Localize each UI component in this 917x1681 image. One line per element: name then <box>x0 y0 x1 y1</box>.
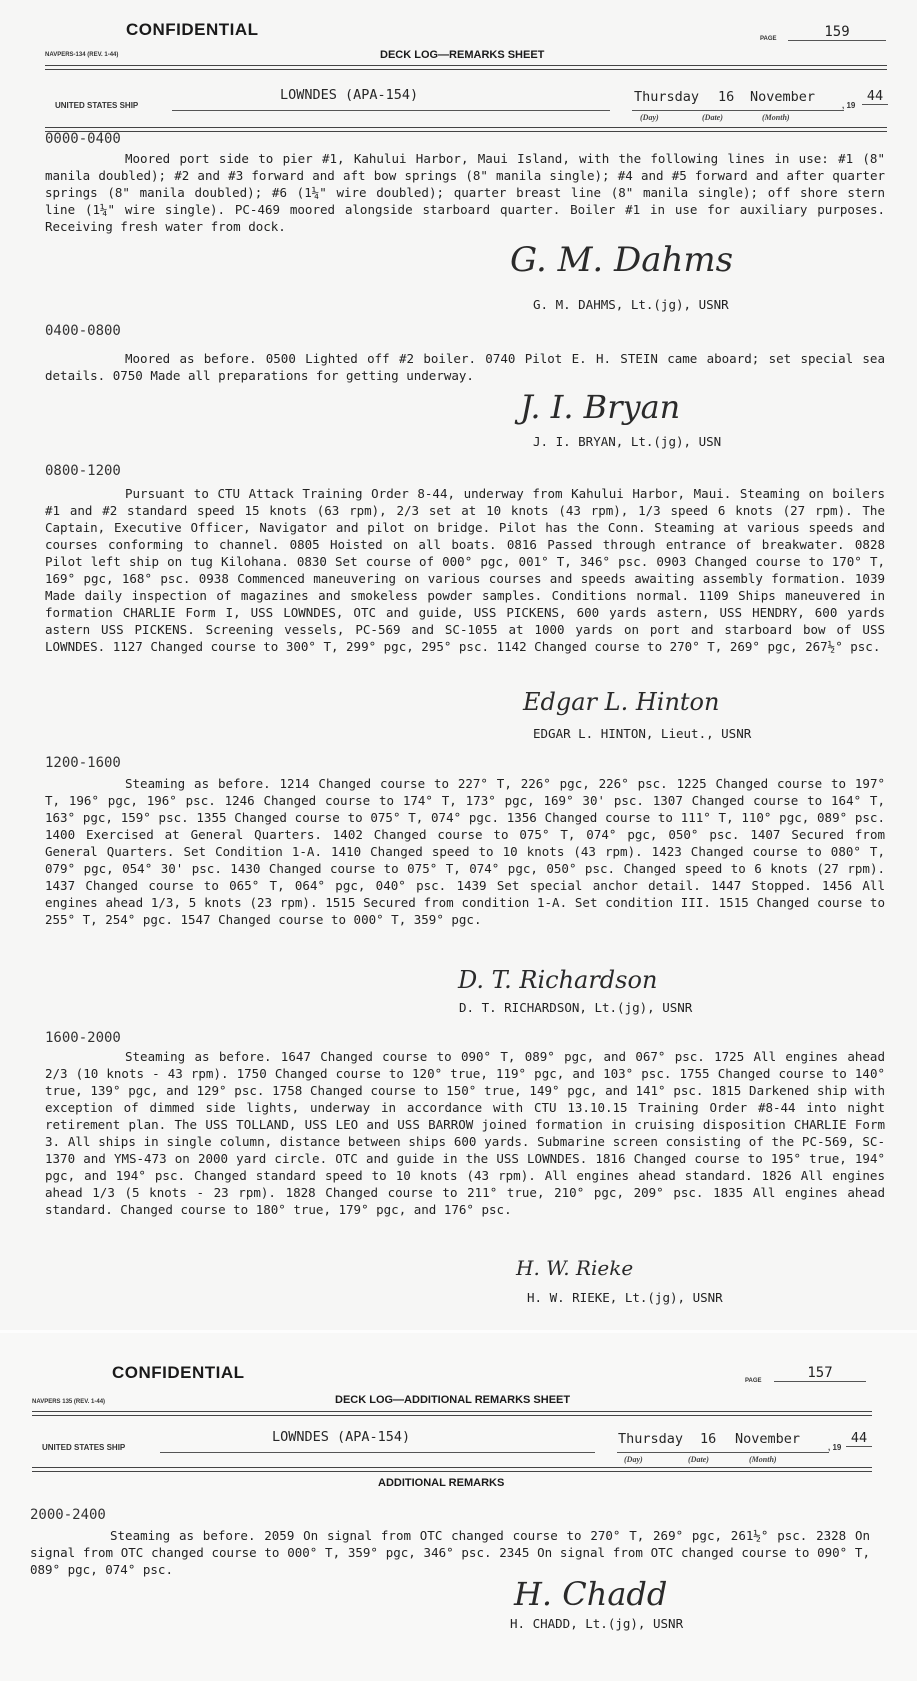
signature-handwritten: D. T. Richardson <box>458 966 658 994</box>
day-caption: (Day) <box>640 113 659 122</box>
form-number: NAVPERS 135 (REV. 1-44) <box>32 1399 106 1405</box>
signature-handwritten: J. I. Bryan <box>520 388 681 426</box>
deck-log-additional-remarks-sheet <box>0 1333 917 1681</box>
watch-time: 1600-2000 <box>45 1030 121 1046</box>
year-prefix: , 19 <box>828 1443 842 1452</box>
log-entry-text: Steaming as before. 1214 Changed course to 227° T, 226° pgc, 226° psc. 1225 Changed course to 197° T, 196° pgc, 196° psc. 1246 Changed course to 174° T, 173° pgc, 169° 30' psc. 1307 Changed course to 164° T, 163° pgc, 159° psc. 1355 Changed course to 075° T, 074° pgc. 1356 Changed course to 111° T, 110° pgc, 089° psc. 1400 Exercised at General Quarters. 1402 Changed course to 075° T, 074° pgc, 050° psc. 1407 Secured from General Quarters. Set Condition 1-A. 1410 Changed speed to 10 knots (43 rpm). 1423 Changed course to 080° T, 079° pgc, 054° 30' psc. 1430 Changed course to 075° T, 074° pgc, 050° psc. Changed speed to 6 knots (27 rpm). 1437 Changed course to 065° T, 064° pgc, 040° psc. 1439 Set special anchor detail. 1447 Stopped. 1456 All engines ahead 1/3, 5 knots (23 rpm). 1515 Secured from condition 1-A. Set condition III. 1515 Changed course to 255° T, 254° pgc. 1547 Changed course to 000° T, 359° pgc. <box>45 776 885 927</box>
ship-label: UNITED STATES SHIP <box>42 1443 126 1452</box>
header-rule <box>45 65 887 70</box>
date-caption: (Date) <box>702 113 723 122</box>
officer-signature: H. W. RIEKE, Lt.(jg), USNR <box>527 1290 723 1305</box>
log-entry-text: Pursuant to CTU Attack Training Order 8-44, underway from Kahului Harbor, Maui. Steaming on boilers #1 and #2 standard speed 15 knots (63 rpm), 2/3 set at 10 knots (43 rpm), 1/3 speed 6 knots (27 rpm). The Captain, Executive Officer, Navigator and pilot on bridge. Pilot has the Conn. Steaming at various speeds and courses conforming to channel. 0805 Hoisted on all boats. 0816 Passed through entrance of breakwater. 0828 Pilot left ship on tug Kilohana. 0830 Set course of 000° pgc, 001° T, 346° psc. 0903 Changed course to 170° T, 169° pgc, 168° psc. 0938 Commenced maneuvering on various courses and speeds awaiting assembly formation. 1039 Made daily inspection of magazines and smokeless powder samples. Conditions normal. 1109 Ships maneuvered in formation CHARLIE Form I, USS LOWNDES, OTC and guide, USS PICKENS, 600 yards astern, USS HENDRY, 600 yards astern USS PICKENS. Screening vessels, PC-569 and SC-1055 at 1000 yards on port and starboard bow of USS LOWNDES. 1127 Changed course to 300° T, 299° pgc, 295° psc. 1142 Changed course to 270° T, 269° pgc, 267½° psc. <box>45 486 885 654</box>
log-month: November <box>735 1431 801 1447</box>
officer-signature: J. I. BRYAN, Lt.(jg), USN <box>533 434 722 449</box>
header-rule <box>32 1411 872 1416</box>
watch-time: 2000-2400 <box>30 1507 106 1523</box>
year-prefix: , 19 <box>842 101 856 110</box>
signature-handwritten: Edgar L. Hinton <box>523 688 720 716</box>
signature-handwritten: G. M. Dahms <box>510 240 734 280</box>
watch-time: 0000-0400 <box>45 131 121 147</box>
log-date: 16 <box>718 89 735 105</box>
log-day: Thursday <box>634 89 700 105</box>
log-entry-text: Steaming as before. 1647 Changed course to 090° T, 089° pgc, and 067° psc. 1725 All engines ahead 2/3 (10 knots - 43 rpm). 1750 Changed course to 120° true, 119° pgc, and 103° psc. 1755 Changed course to 140° true, 139° pgc, and 129° psc. 1758 Changed course to 150° true, 149° pgc, and 141° psc. 1815 Darkened ship with exception of dimmed side lights, underway in accordance with CTU 13.10.15 Training Order #8-44 into night retirement plan. The USS TOLLAND, USS LEO and USS BARROW joined formation in cruising disposition CHARLIE Form 3. All ships in single column, distance between ships 600 yards. Submarine screen consisting of the PC-569, SC-1370 and YMS-473 on 2000 yard circle. OTC and guide in the USS LOWNDES. 1816 Changed course to 195° true, 194° pgc, and 194° psc. Changed standard speed to 10 knots (43 rpm). All engines ahead standard. 1826 All engines ahead 1/3 (5 knots - 23 rpm). 1828 Changed course to 211° true, 210° pgc, 209° psc. 1835 All engines ahead standard. Changed course to 180° true, 179° pgc, and 176° psc. <box>45 1049 885 1217</box>
officer-signature: H. CHADD, Lt.(jg), USNR <box>510 1616 684 1631</box>
officer-signature: G. M. DAHMS, Lt.(jg), USNR <box>533 297 729 312</box>
officer-signature: D. T. RICHARDSON, Lt.(jg), USNR <box>459 1000 693 1015</box>
page-label: PAGE <box>745 1378 762 1384</box>
watch-time: 0800-1200 <box>45 463 121 479</box>
page-label: PAGE <box>760 36 777 42</box>
page-number: 157 <box>774 1365 866 1382</box>
month-caption: (Month) <box>749 1455 777 1464</box>
page-number: 159 <box>788 24 886 41</box>
signature-handwritten: H. Chadd <box>514 1575 668 1613</box>
ship-name: LOWNDES (APA-154) <box>272 1429 411 1445</box>
ship-name-line <box>172 110 610 111</box>
sheet-title: DECK LOG—ADDITIONAL REMARKS SHEET <box>335 1394 571 1406</box>
watch-time: 0400-0800 <box>45 323 121 339</box>
section-title: ADDITIONAL REMARKS <box>378 1477 505 1489</box>
log-day: Thursday <box>618 1431 684 1447</box>
date-line <box>617 1452 829 1453</box>
date-caption: (Date) <box>688 1455 709 1464</box>
log-entry-text: Steaming as before. 2059 On signal from OTC changed course to 270° T, 269° pgc, 261½° psc. 2328 On signal from OTC changed course to 000° T, 359° pgc, 346° psc. 2345 On signal from OTC changed course to 090° T, 089° pgc, 074° psc. <box>30 1528 870 1577</box>
officer-signature: EDGAR L. HINTON, Lieut., USNR <box>533 726 752 741</box>
log-year: 44 <box>846 1430 872 1447</box>
log-year: 44 <box>862 88 888 105</box>
ship-rule <box>45 127 887 132</box>
date-line <box>632 110 844 111</box>
day-caption: (Day) <box>624 1455 643 1464</box>
confidential-marking: CONFIDENTIAL <box>126 20 259 39</box>
ship-name-line <box>160 1452 595 1453</box>
log-entry-text: Moored as before. 0500 Lighted off #2 boiler. 0740 Pilot E. H. STEIN came aboard; set special sea details. 0750 Made all preparations for getting underway. <box>45 351 885 383</box>
signature-handwritten: H. W. Rieke <box>516 1256 634 1280</box>
sheet-title: DECK LOG—REMARKS SHEET <box>380 49 545 61</box>
log-date: 16 <box>700 1431 717 1447</box>
ship-name: LOWNDES (APA-154) <box>280 87 419 103</box>
watch-time: 1200-1600 <box>45 755 121 771</box>
ship-label: UNITED STATES SHIP <box>55 101 139 110</box>
month-caption: (Month) <box>762 113 790 122</box>
log-entry-text: Moored port side to pier #1, Kahului Harbor, Maui Island, with the following lines in use: #1 (8" manila doubled); #2 and #3 forward and aft bow springs (8" manila single); #4 and #5 forward and after quarter springs (8" manila doubled); #6 (1¼" wire doubled); quarter breast line (8" manila single); off shore stern line (1¼" wire single). PC-469 moored alongside starboard quarter. Boiler #1 in use for auxiliary purposes. Receiving fresh water from dock. <box>45 151 885 234</box>
confidential-marking: CONFIDENTIAL <box>112 1363 245 1382</box>
form-number: NAVPERS-134 (REV. 1-44) <box>45 52 119 58</box>
log-month: November <box>750 89 816 105</box>
ship-rule <box>32 1467 872 1472</box>
